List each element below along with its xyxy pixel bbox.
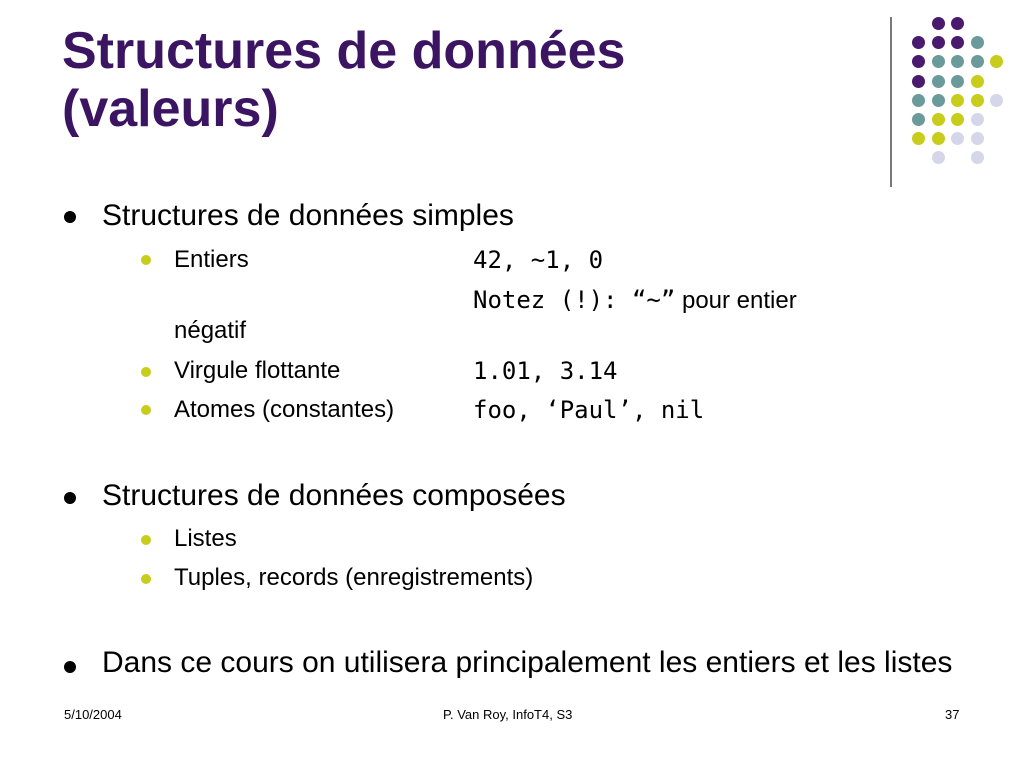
sub-bullet-dot bbox=[141, 367, 151, 377]
sub-bullet-dot bbox=[141, 574, 151, 584]
footer-page-number: 37 bbox=[945, 707, 960, 722]
item-float-label: Virgule flottante bbox=[174, 357, 341, 384]
bullet-dot bbox=[64, 492, 76, 504]
item-atoms-code: foo, ‘Paul’, nil bbox=[473, 396, 705, 424]
footer-date: 5/10/2004 bbox=[64, 707, 122, 722]
item-atoms-label: Atomes (constantes) bbox=[174, 396, 395, 423]
slide-title-line-2: (valeurs) bbox=[62, 80, 279, 138]
item-lists-label: Listes bbox=[174, 525, 237, 552]
item-integers-code: 42, ~1, 0 bbox=[473, 246, 604, 274]
slide-title-line-1: Structures de données bbox=[62, 22, 626, 80]
integers-note-text: pour entier bbox=[681, 287, 797, 314]
sub-bullet-dot bbox=[141, 255, 151, 265]
bullet-simple-structures: Structures de données simples bbox=[102, 199, 514, 232]
integers-note-code: Notez (!): “~” bbox=[473, 286, 676, 314]
item-integers-label: Entiers bbox=[174, 246, 249, 273]
integers-note bbox=[473, 286, 797, 315]
footer-author: P. Van Roy, InfoT4, S3 bbox=[443, 707, 573, 722]
bullet-dot bbox=[64, 211, 76, 223]
sub-bullet-dot bbox=[141, 405, 151, 415]
bullet-composite-structures: Structures de données composées bbox=[102, 479, 566, 512]
item-float-code: 1.01, 3.14 bbox=[473, 357, 618, 385]
bullet-dot bbox=[64, 661, 76, 673]
item-tuples-label: Tuples, records (enregistrements) bbox=[174, 564, 534, 591]
bullet-course-focus: Dans ce cours on utilisera principalement les entiers et les listes bbox=[102, 646, 953, 679]
integers-note-continuation: négatif bbox=[174, 317, 247, 344]
sub-bullet-dot bbox=[141, 535, 151, 545]
